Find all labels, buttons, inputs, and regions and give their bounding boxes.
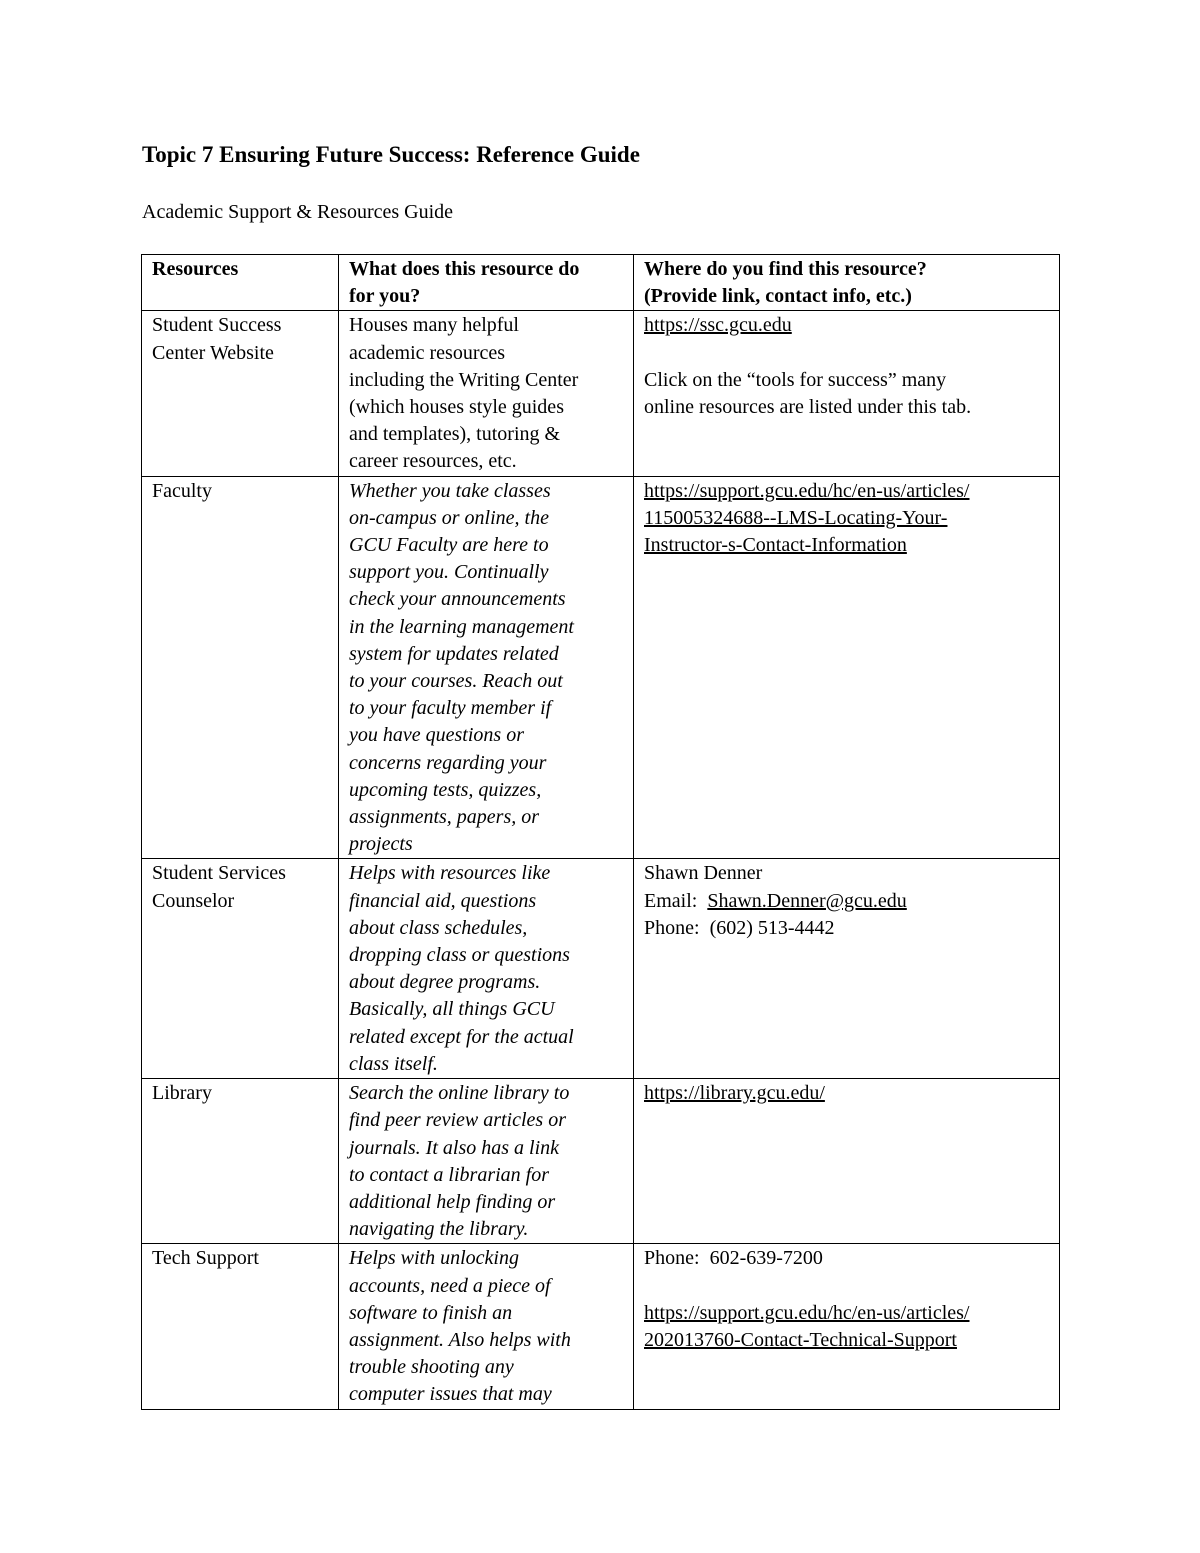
description-line: additional help finding or bbox=[349, 1190, 556, 1213]
resource-description-cell bbox=[339, 476, 634, 859]
description-line: including the Writing Center bbox=[349, 368, 579, 391]
table-row bbox=[142, 311, 1060, 476]
ssc-link[interactable]: https://ssc.gcu.edu bbox=[644, 314, 792, 337]
description-line: support you. Continually bbox=[349, 561, 549, 584]
resources-table bbox=[141, 254, 1060, 1410]
description-line: upcoming tests, quizzes, bbox=[349, 778, 542, 801]
tech-support-link[interactable]: 202013760-Contact-Technical-Support bbox=[644, 1328, 957, 1351]
resource-name-line: Center Website bbox=[152, 341, 274, 364]
table-header-row bbox=[142, 255, 1060, 311]
library-link[interactable]: https://library.gcu.edu/ bbox=[644, 1082, 825, 1105]
resource-description-cell bbox=[339, 311, 634, 476]
description-line: class itself. bbox=[349, 1052, 438, 1075]
description-line: navigating the library. bbox=[349, 1218, 529, 1241]
description-line: career resources, etc. bbox=[349, 450, 517, 473]
description-line: financial aid, questions bbox=[349, 889, 537, 912]
description-line: software to finish an bbox=[349, 1301, 513, 1324]
counselor-name: Shawn Denner bbox=[644, 862, 763, 885]
tech-phone-line bbox=[644, 1245, 1049, 1272]
description-line: to your courses. Reach out bbox=[349, 670, 563, 693]
description-line: to contact a librarian for bbox=[349, 1163, 549, 1186]
description-line: GCU Faculty are here to bbox=[349, 534, 549, 557]
description-line: journals. It also has a link bbox=[349, 1136, 560, 1159]
description-line: you have questions or bbox=[349, 724, 524, 747]
description-line: assignment. Also helps with bbox=[349, 1328, 571, 1351]
counselor-email-link[interactable]: Shawn.Denner@gcu.edu bbox=[707, 889, 907, 912]
resource-location-cell bbox=[634, 311, 1060, 476]
resource-name-cell bbox=[142, 476, 339, 859]
counselor-phone: (602) 513-4442 bbox=[709, 916, 835, 939]
description-line: in the learning management bbox=[349, 615, 574, 638]
description-line: and templates), tutoring & bbox=[349, 423, 561, 446]
description-line: Basically, all things GCU bbox=[349, 998, 555, 1021]
resource-name-cell bbox=[142, 1079, 339, 1244]
header-what-line: What does this resource do bbox=[349, 258, 580, 280]
header-where-line: Where do you find this resource? bbox=[644, 258, 927, 280]
resource-location-cell bbox=[634, 1079, 1060, 1244]
spacer bbox=[644, 340, 1049, 367]
description-line: Whether you take classes bbox=[349, 479, 551, 502]
description-line: accounts, need a piece of bbox=[349, 1274, 551, 1297]
resource-name-cell bbox=[142, 859, 339, 1079]
description-line: related except for the actual bbox=[349, 1025, 574, 1048]
header-where-line: (Provide link, contact info, etc.) bbox=[644, 285, 912, 308]
resource-name-line: Faculty bbox=[152, 479, 212, 502]
description-line: Search the online library to bbox=[349, 1082, 570, 1105]
description-line: assignments, papers, or bbox=[349, 806, 540, 829]
tech-support-link[interactable]: https://support.gcu.edu/hc/en-us/articles/ bbox=[644, 1301, 970, 1324]
resource-description-cell bbox=[339, 1079, 634, 1244]
description-line: Helps with unlocking bbox=[349, 1247, 519, 1270]
description-line: Helps with resources like bbox=[349, 862, 551, 885]
header-where bbox=[634, 255, 1060, 311]
phone-label: Phone: bbox=[644, 916, 700, 939]
document-subtitle: Academic Support & Resources Guide bbox=[142, 201, 454, 223]
description-line: trouble shooting any bbox=[349, 1356, 514, 1379]
table-row bbox=[142, 1079, 1060, 1244]
description-line: projects bbox=[349, 833, 413, 856]
description-line: check your announcements bbox=[349, 588, 566, 611]
table-row bbox=[142, 476, 1060, 859]
resource-name-cell bbox=[142, 1244, 339, 1409]
faculty-contact-link[interactable]: Instructor-s-Contact-Information bbox=[644, 534, 907, 557]
description-line: about degree programs. bbox=[349, 971, 541, 994]
description-line: concerns regarding your bbox=[349, 751, 547, 774]
tech-phone: 602-639-7200 bbox=[709, 1247, 823, 1270]
description-line: on-campus or online, the bbox=[349, 506, 549, 529]
resource-description-cell bbox=[339, 1244, 634, 1409]
table-row bbox=[142, 1244, 1060, 1409]
resource-location-cell bbox=[634, 1244, 1060, 1409]
resource-name-line: Library bbox=[152, 1082, 212, 1105]
description-line: Houses many helpful bbox=[349, 314, 519, 337]
header-resources bbox=[142, 255, 339, 311]
resource-name-line: Student Services bbox=[152, 862, 286, 885]
resource-location-cell bbox=[634, 859, 1060, 1079]
resource-name-line: Tech Support bbox=[152, 1247, 259, 1270]
spacer bbox=[644, 1273, 1049, 1300]
resource-description-cell bbox=[339, 859, 634, 1079]
description-line: dropping class or questions bbox=[349, 944, 570, 967]
header-what-line: for you? bbox=[349, 285, 421, 308]
description-line: to your faculty member if bbox=[349, 697, 552, 720]
document-title: Topic 7 Ensuring Future Success: Reference Guide bbox=[142, 142, 640, 167]
description-line: computer issues that may bbox=[349, 1383, 552, 1406]
resource-name-line: Counselor bbox=[152, 889, 235, 912]
faculty-contact-link[interactable]: 115005324688--LMS-Locating-Your- bbox=[644, 506, 948, 529]
header-resources-label: Resources bbox=[152, 258, 239, 280]
location-note-line: Click on the “tools for success” many bbox=[644, 368, 947, 391]
description-line: find peer review articles or bbox=[349, 1109, 566, 1132]
counselor-email-line bbox=[644, 888, 1049, 915]
header-what bbox=[339, 255, 634, 311]
counselor-phone-line bbox=[644, 915, 1049, 942]
faculty-contact-link[interactable]: https://support.gcu.edu/hc/en-us/articles/ bbox=[644, 479, 970, 502]
table-row bbox=[142, 859, 1060, 1079]
resource-location-cell bbox=[634, 476, 1060, 859]
resource-name-cell bbox=[142, 311, 339, 476]
description-line: system for updates related bbox=[349, 642, 559, 665]
description-line: about class schedules, bbox=[349, 916, 528, 939]
email-label: Email: bbox=[644, 889, 698, 912]
description-line: academic resources bbox=[349, 341, 506, 364]
phone-label: Phone: bbox=[644, 1247, 700, 1270]
resource-name-line: Student Success bbox=[152, 314, 282, 337]
description-line: (which houses style guides bbox=[349, 396, 564, 419]
location-note-line: online resources are listed under this tab. bbox=[644, 396, 972, 418]
